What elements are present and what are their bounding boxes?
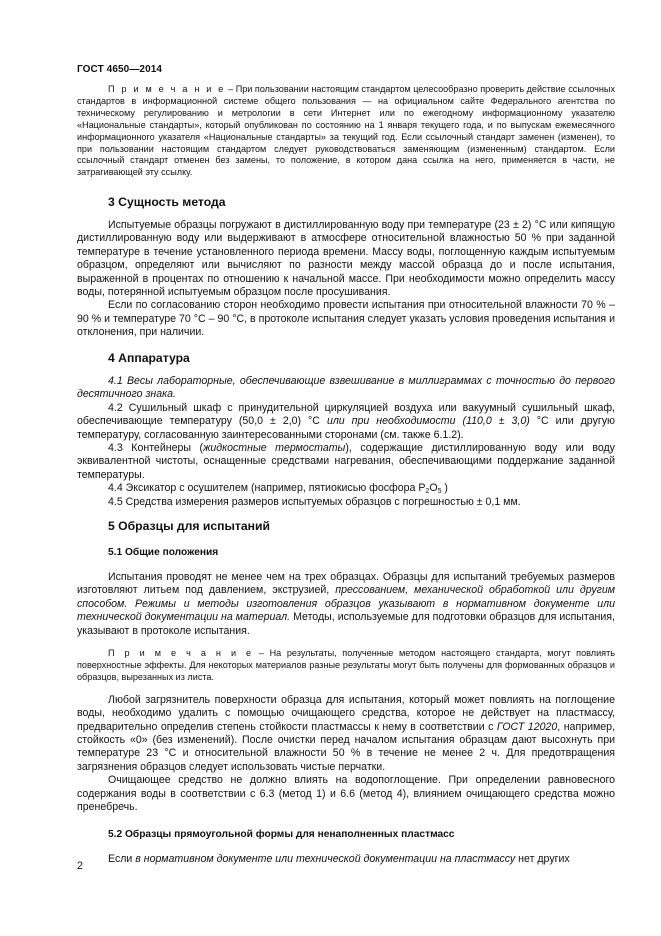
page-number: 2: [77, 860, 83, 872]
section-5-title: 5 Образцы для испытаний: [108, 519, 270, 533]
section-5-1-paragraph-1: Испытания проводят не менее чем на трех образцах. Образцы для испытаний требуемых размеров изготовляют литьем под давлением, экструзией, прессованием, механической обработкой или другим способом. Режимы и методы изготовления образцов указывают в нормативном документе или технической документации на материал. Методы, используемые для подготовки образцов для испытания, указывают в протоколе испытания.: [77, 571, 615, 637]
section-5-1-note: П р и м е ч а н и е – На результаты, полученные методом настоящего стандарта, могут повлиять поверхностные эффекты. Для некоторых материалов разные результаты могут быть получены для формованных образцов и образцов, вырезанных из листа.: [77, 648, 615, 682]
section-3-paragraph-2: Если по согласованию сторон необходимо провести испытания при относительной влажности 70 % – 90 % и температуре 70 °C – 90 °C, в протоколе испытания следует указать условия проведения испытания и отклонения, при наличии.: [77, 299, 615, 339]
subsection-5-2-title: 5.2 Образцы прямоугольной формы для ненаполненных пластмасс: [108, 829, 455, 841]
section-4-item-1: 4.1 Весы лабораторные, обеспечивающие взвешивание в миллиграммах с точностью до первого десятичного знака.: [77, 375, 615, 401]
subsection-5-1-title: 5.1 Общие положения: [108, 547, 219, 558]
section-4-item-4: 4.4 Эксикатор с осушителем (например, пятиокисью фосфора $P_2O_5$ ): [108, 482, 448, 496]
section-4-item-2: 4.2 Сушильный шкаф с принудительной циркуляцией воздуха или вакуумный сушильный шкаф, обеспечивающие температуру (50,0 ± 2,0) °C или при необходимости (110,0 ± 3,0) °C или другую температуру, согласованную заинтересованными сторонами (см. также 6.1.2).: [77, 401, 615, 441]
section-4: [77, 351, 615, 509]
section-3-title: 3 Сущность метода: [108, 195, 226, 209]
document-header: ГОСТ 4650—2014: [77, 64, 163, 75]
section-5-1-paragraph-2: Любой загрязнитель поверхности образца для испытания, который может повлиять на поглощение воды, необходимо удалить с помощью очищающего средства, которое не действует на пластмассу, предварительно определив степень стойкости пластмассы к нему в соответствии с ГОСТ 12020, например, стойкость «0» (без изменений). После очистки перед началом испытания образцам дают высохнуть при температуре 23 °C и относительной влажности 50 % в течение не менее 2 ч. Для предотвращения загрязнения образцов следует использовать чистые перчатки.: [77, 693, 616, 773]
reference-note: [77, 84, 615, 179]
section-5-2-paragraph-1: Если в нормативном документе или технической документации на пластмассу нет других: [108, 853, 570, 866]
note-label: П р и м е ч а н и е: [108, 84, 226, 94]
section-5: [77, 519, 615, 867]
section-5-1-paragraph-3: Очищающее средство не должно влиять на водопоглощение. При определении равновесного содержания воды в соответствии с 6.3 (метод 1) и 6.6 (метод 4), влиянием очищающего средства можно пренебречь.: [77, 774, 615, 813]
section-4-title: 4 Аппаратура: [108, 351, 190, 365]
section-4-item-3: 4.3 Контейнеры (жидкостные термостаты), содержащие дистиллированную воду или воду эквивалентной чистоты, оснащенные средствами нагревания, обеспечивающими поддержание заданной температуры.: [77, 442, 615, 481]
section-3: [77, 195, 615, 340]
note-text: – При пользовании настоящим стандартом целесообразно проверить действие ссылочных стандартов в информационной системе общего пользования — на официальном сайте Федерального агентства по техническому регулированию и метрологии в сети Интернет или по ежегодному информационному указателю «Национальные стандарты», который опубликован по состоянию на 1 января текущего года, и по выпускам ежемесячного информационного указателя «Национальные стандарты» за текущий год. Если ссылочный стандарт заменен (изменен), то при пользовании настоящим стандартом следует руководствоваться заменяющим (измененным) стандартом. Если ссылочный стандарт отменен без замены, то положение, в котором дана ссылка на него, применяется в части, не затрагивающей эту ссылку.: [77, 84, 615, 178]
section-4-item-5: 4.5 Средства измерения размеров испытуемых образцов с погрешностью ± 0,1 мм.: [108, 495, 521, 508]
section-3-paragraph-1: Испытуемые образцы погружают в дистиллированную воду при температуре (23 ± 2) °C или кипящую дистиллированную воду или выдерживают в атмосфере относительной влажностью 50 % при заданной температуре в течение установленного периода времени. Массу воды, поглощенную каждым испытуемым образцом, определяют или вычисляют по разности между массой образца до и после испытания, выраженной в процентах по отношению к начальной массе. При необходимости можно определить массу воды, потерянной испытуемым образцом после просушивания.: [77, 219, 615, 299]
